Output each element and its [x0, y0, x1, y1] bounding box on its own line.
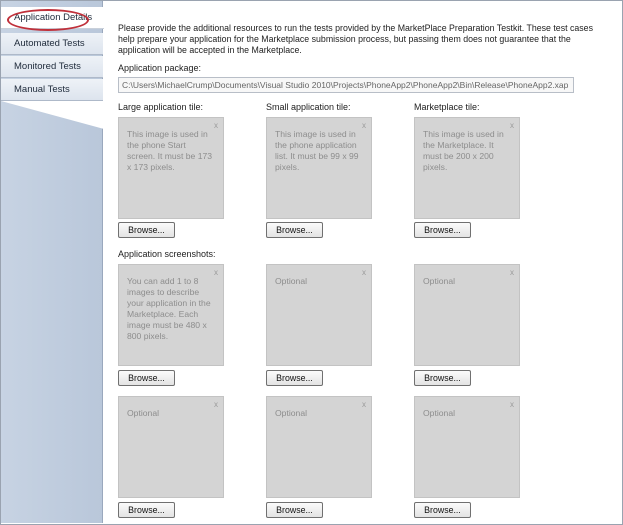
large-tile-hint: This image is used in the phone Start screen. It must be 173 x 173 pixels. — [127, 129, 213, 172]
close-icon[interactable]: x — [214, 268, 218, 277]
screenshot-6-image[interactable] — [414, 396, 520, 498]
small-tile-label: Small application tile: — [266, 102, 351, 112]
browse-marketplace-tile-button[interactable]: Browse... — [414, 222, 471, 238]
tab-strip — [1, 1, 103, 523]
optional-hint: Optional — [275, 276, 308, 286]
browse-screenshot-1-button[interactable]: Browse... — [118, 370, 175, 386]
close-icon[interactable]: x — [362, 121, 366, 130]
small-tile-image[interactable] — [266, 117, 372, 219]
tab-manual-tests[interactable]: Manual Tests — [1, 79, 103, 101]
tab-automated-tests[interactable]: Automated Tests — [1, 33, 103, 55]
description-text: Please provide the additional resources to run the tests provided by the MarketPlace Preparation Testkit. These test cases help prepare your application for the Marketplace submission process, but passing them does not guarantee that the application will be accepted in the Marketplace. — [118, 23, 593, 55]
browse-large-tile-button[interactable]: Browse... — [118, 222, 175, 238]
browse-screenshot-3-button[interactable]: Browse... — [414, 370, 471, 386]
small-tile-hint: This image is used in the phone application list. It must be 99 x 99 pixels. — [275, 129, 359, 172]
marketplace-tile-image[interactable] — [414, 117, 520, 219]
tab-monitored-tests[interactable]: Monitored Tests — [1, 56, 103, 78]
optional-hint: Optional — [275, 408, 308, 418]
optional-hint: Optional — [423, 276, 456, 286]
optional-hint: Optional — [127, 408, 160, 418]
close-icon[interactable]: x — [510, 268, 514, 277]
tab-curl — [1, 101, 104, 129]
screenshot-2-image[interactable] — [266, 264, 372, 366]
screenshot-1-image[interactable] — [118, 264, 224, 366]
optional-hint: Optional — [423, 408, 456, 418]
package-path-input[interactable]: C:\Users\MichaelCrump\Documents\Visual Studio 2010\Projects\PhoneApp2\PhoneApp2\Bin\Release\PhoneApp2.xap — [118, 77, 574, 93]
marketplace-tile-label: Marketplace tile: — [414, 102, 480, 112]
browse-screenshot-6-button[interactable]: Browse... — [414, 502, 471, 518]
screenshot-4-image[interactable] — [118, 396, 224, 498]
large-tile-label: Large application tile: — [118, 102, 204, 112]
close-icon[interactable]: x — [214, 121, 218, 130]
close-icon[interactable]: x — [510, 400, 514, 409]
screenshot-hint: You can add 1 to 8 images to describe your application in the Marketplace. Each image must be 480 x 800 pixels. — [127, 276, 211, 341]
close-icon[interactable]: x — [214, 400, 218, 409]
browse-screenshot-2-button[interactable]: Browse... — [266, 370, 323, 386]
browse-screenshot-5-button[interactable]: Browse... — [266, 502, 323, 518]
close-icon[interactable]: x — [362, 400, 366, 409]
large-tile-image[interactable] — [118, 117, 224, 219]
close-icon[interactable]: x — [362, 268, 366, 277]
screenshots-label: Application screenshots: — [118, 249, 216, 259]
close-icon[interactable]: x — [510, 121, 514, 130]
screenshot-3-image[interactable] — [414, 264, 520, 366]
browse-small-tile-button[interactable]: Browse... — [266, 222, 323, 238]
package-label: Application package: — [118, 63, 202, 73]
tab-application-details[interactable]: Application Details — [1, 7, 104, 29]
application-details-panel — [104, 1, 622, 523]
marketplace-tile-hint: This image is used in the Marketplace. It must be 200 x 200 pixels. — [423, 129, 504, 172]
screenshot-5-image[interactable] — [266, 396, 372, 498]
browse-screenshot-4-button[interactable]: Browse... — [118, 502, 175, 518]
